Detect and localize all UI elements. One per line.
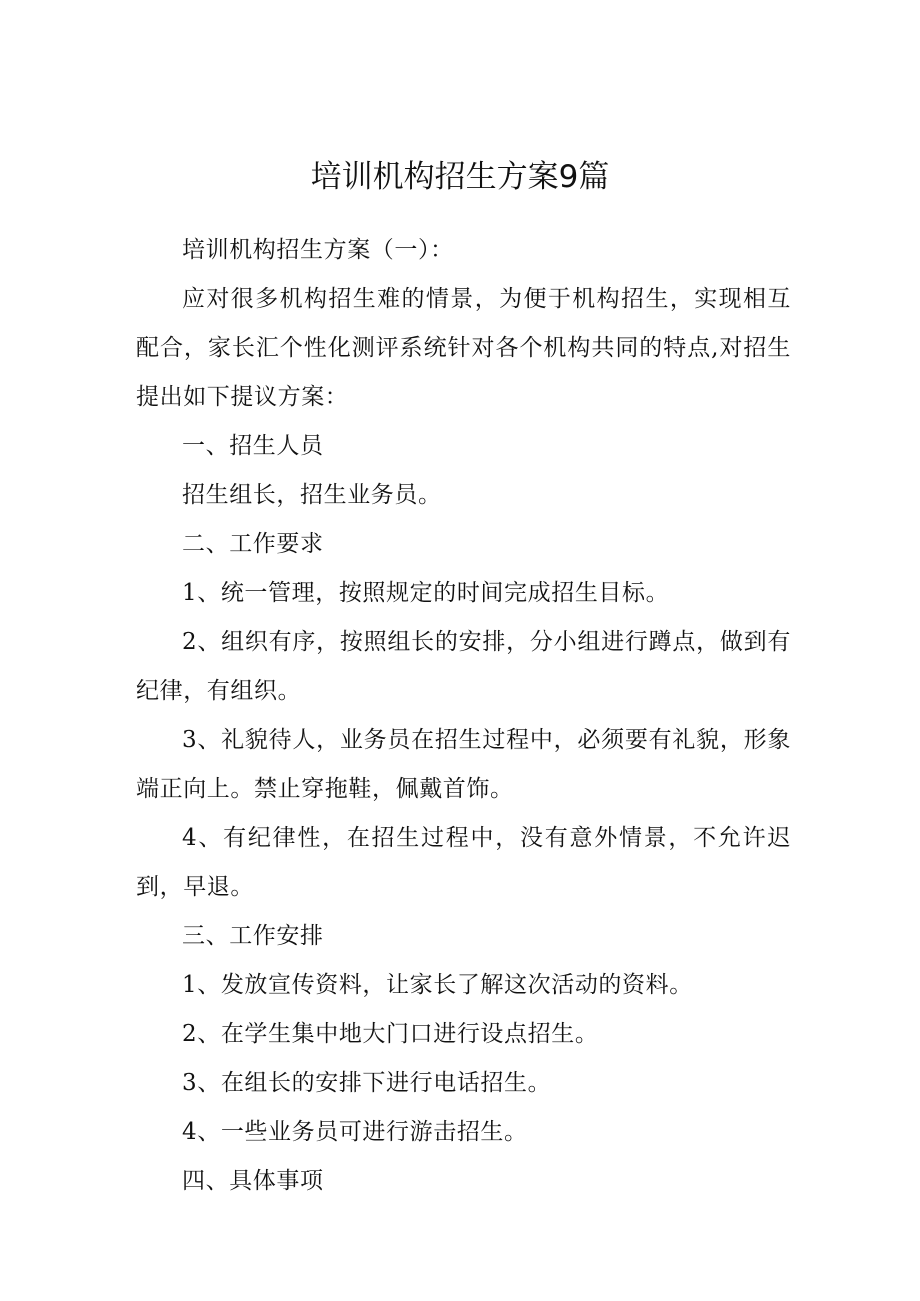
arrangement-item-4: 4、一些业务员可进行游击招生。	[182, 1119, 528, 1145]
paragraph-intro: 应对很多机构招生难的情景，为便于机构招生，实现相互配合，家长汇个性化测评系统针对各个机构共同的特点,对招生提出如下提议方案：	[136, 286, 791, 410]
requirement-item-4: 4、有纪律性，在招生过程中，没有意外情景，不允许迟到，早退。	[136, 825, 791, 900]
heading-specific-matters: 四、具体事项	[182, 1168, 324, 1194]
requirement-item-2: 2、组织有序，按照组长的安排，分小组进行蹲点，做到有纪律，有组织。	[136, 629, 791, 704]
requirement-item-3: 3、礼貌待人，业务员在招生过程中，必须要有礼貌，形象端正向上。禁止穿拖鞋，佩戴首饰。	[136, 727, 791, 802]
heading-work-requirements: 二、工作要求	[182, 531, 324, 557]
requirement-item-1: 1、统一管理，按照规定的时间完成招生目标。	[182, 580, 670, 606]
heading-recruitment-staff: 一、招生人员	[182, 433, 324, 459]
paragraph-staff-roles: 招生组长，招生业务员。	[182, 482, 442, 508]
document-title: 培训机构招生方案9篇	[310, 159, 610, 195]
document-body	[136, 226, 791, 1206]
arrangement-item-1: 1、发放宣传资料，让家长了解这次活动的资料。	[182, 972, 693, 998]
arrangement-item-3: 3、在组长的安排下进行电话招生。	[182, 1070, 552, 1096]
paragraph-section-heading: 培训机构招生方案（一）：	[182, 237, 454, 263]
heading-work-arrangement: 三、工作安排	[182, 923, 324, 949]
arrangement-item-2: 2、在学生集中地大门口进行设点招生。	[182, 1021, 599, 1047]
